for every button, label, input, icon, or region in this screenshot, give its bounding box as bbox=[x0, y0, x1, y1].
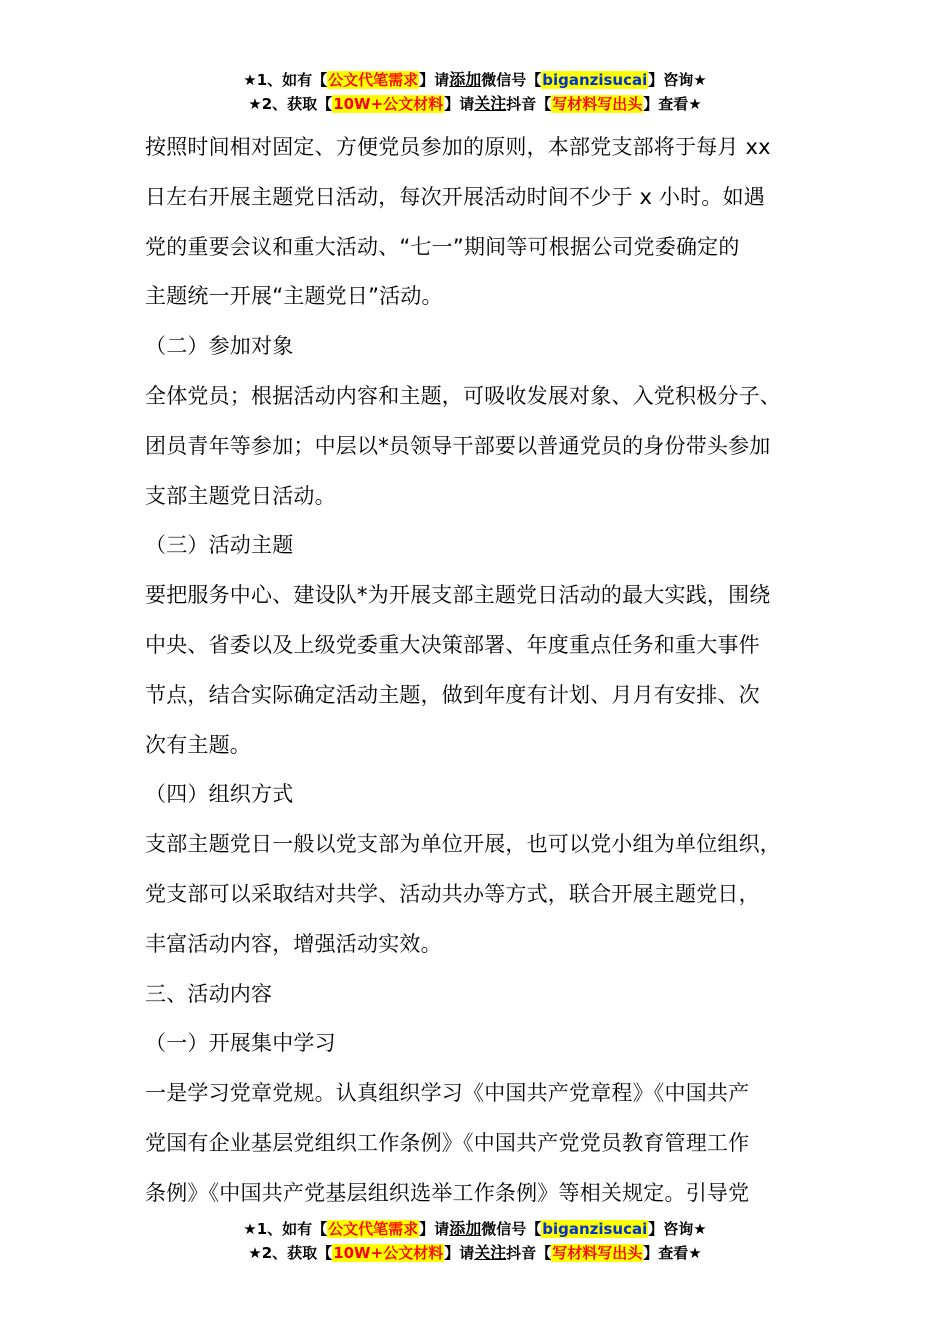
banner-line-2 bbox=[0, 92, 950, 116]
chapter-heading: 三、活动内容 bbox=[145, 981, 273, 1006]
section-heading: （四）组织方式 bbox=[145, 782, 294, 807]
paragraph-line: 全体党员；根据活动内容和主题，可吸收发展对象、入党积极分子、 bbox=[145, 383, 781, 408]
banner-text: 微信号【 bbox=[481, 1220, 542, 1238]
douyin-account: 写材料写出头 bbox=[552, 1244, 643, 1262]
wechat-id: biganzisucai bbox=[542, 1220, 648, 1238]
paragraph-line: 党支部可以采取结对共学、活动共办等方式，联合开展主题党日， bbox=[145, 881, 760, 906]
materials-highlight: 10W+公文材料 bbox=[333, 1244, 444, 1262]
section-heading: （二）参加对象 bbox=[145, 334, 294, 359]
banner-text: ★1、如有【 bbox=[243, 1220, 328, 1238]
paragraph-line: 条例》《中国共产党基层组织选举工作条例》等相关规定。引导党 bbox=[145, 1180, 750, 1205]
ghostwriting-highlight: 公文代笔需求 bbox=[328, 71, 419, 89]
paragraph-line: 日左右开展主题党日活动，每次开展活动时间不少于 x 小时。如遇 bbox=[145, 184, 765, 209]
banner-text: ★2、获取【 bbox=[248, 1244, 333, 1262]
paragraph-line: 丰富活动内容，增强活动实效。 bbox=[145, 931, 442, 956]
banner-line-1 bbox=[0, 68, 950, 92]
banner-text: ★2、获取【 bbox=[248, 95, 333, 113]
paragraph-line: 党国有企业基层党组织工作条例》《中国共产党党员教育管理工作 bbox=[145, 1130, 750, 1155]
douyin-account: 写材料写出头 bbox=[552, 95, 643, 113]
materials-highlight: 10W+公文材料 bbox=[333, 95, 444, 113]
banner-line-2 bbox=[0, 1241, 950, 1265]
add-emphasis: 添加 bbox=[449, 70, 482, 89]
paragraph-line: 党的重要会议和重大活动、“七一”期间等可根据公司党委确定的 bbox=[145, 234, 740, 259]
banner-text: ★1、如有【 bbox=[243, 71, 328, 89]
wechat-id: biganzisucai bbox=[542, 71, 648, 89]
document-body bbox=[145, 123, 845, 1219]
banner-text: 】查看★ bbox=[643, 95, 702, 113]
follow-emphasis: 关注 bbox=[474, 1243, 507, 1262]
banner-text: 】请 bbox=[419, 1220, 450, 1238]
section-heading: （三）活动主题 bbox=[145, 533, 294, 558]
banner-text: 】咨询★ bbox=[648, 71, 707, 89]
paragraph-line: 团员青年等参加；中层以*员领导干部要以普通党员的身份带头参加 bbox=[145, 433, 771, 458]
follow-emphasis: 关注 bbox=[474, 94, 507, 113]
paragraph-line: 主题统一开展“主题党日”活动。 bbox=[145, 284, 443, 309]
banner-text: 抖音【 bbox=[506, 1244, 552, 1262]
paragraph-line: 中央、省委以及上级党委重大决策部署、年度重点任务和重大事件 bbox=[145, 632, 760, 657]
ghostwriting-highlight: 公文代笔需求 bbox=[328, 1220, 419, 1238]
paragraph-line: 节点，结合实际确定活动主题，做到年度有计划、月月有安排、次 bbox=[145, 682, 760, 707]
add-emphasis: 添加 bbox=[449, 1219, 482, 1238]
section-heading: （一）开展集中学习 bbox=[145, 1031, 336, 1056]
paragraph-line: 支部主题党日一般以党支部为单位开展，也可以党小组为单位组织， bbox=[145, 832, 781, 857]
banner-line-1 bbox=[0, 1217, 950, 1241]
paragraph-line: 支部主题党日活动。 bbox=[145, 483, 336, 508]
banner-text: 】请 bbox=[444, 1244, 475, 1262]
banner-text: 】请 bbox=[419, 71, 450, 89]
banner-text: 】咨询★ bbox=[648, 1220, 707, 1238]
paragraph-line: 一是学习党章党规。认真组织学习《中国共产党章程》《中国共产 bbox=[145, 1081, 750, 1106]
footer-banner bbox=[0, 1217, 950, 1265]
banner-text: 微信号【 bbox=[481, 71, 542, 89]
paragraph-line: 次有主题。 bbox=[145, 732, 251, 757]
banner-text: 】请 bbox=[444, 95, 475, 113]
paragraph-line: 按照时间相对固定、方便党员参加的原则，本部党支部将于每月 xx bbox=[145, 135, 771, 159]
header-banner bbox=[0, 68, 950, 116]
paragraph-line: 要把服务中心、建设队*为开展支部主题党日活动的最大实践，围绕 bbox=[145, 583, 771, 608]
banner-text: 】查看★ bbox=[643, 1244, 702, 1262]
banner-text: 抖音【 bbox=[506, 95, 552, 113]
